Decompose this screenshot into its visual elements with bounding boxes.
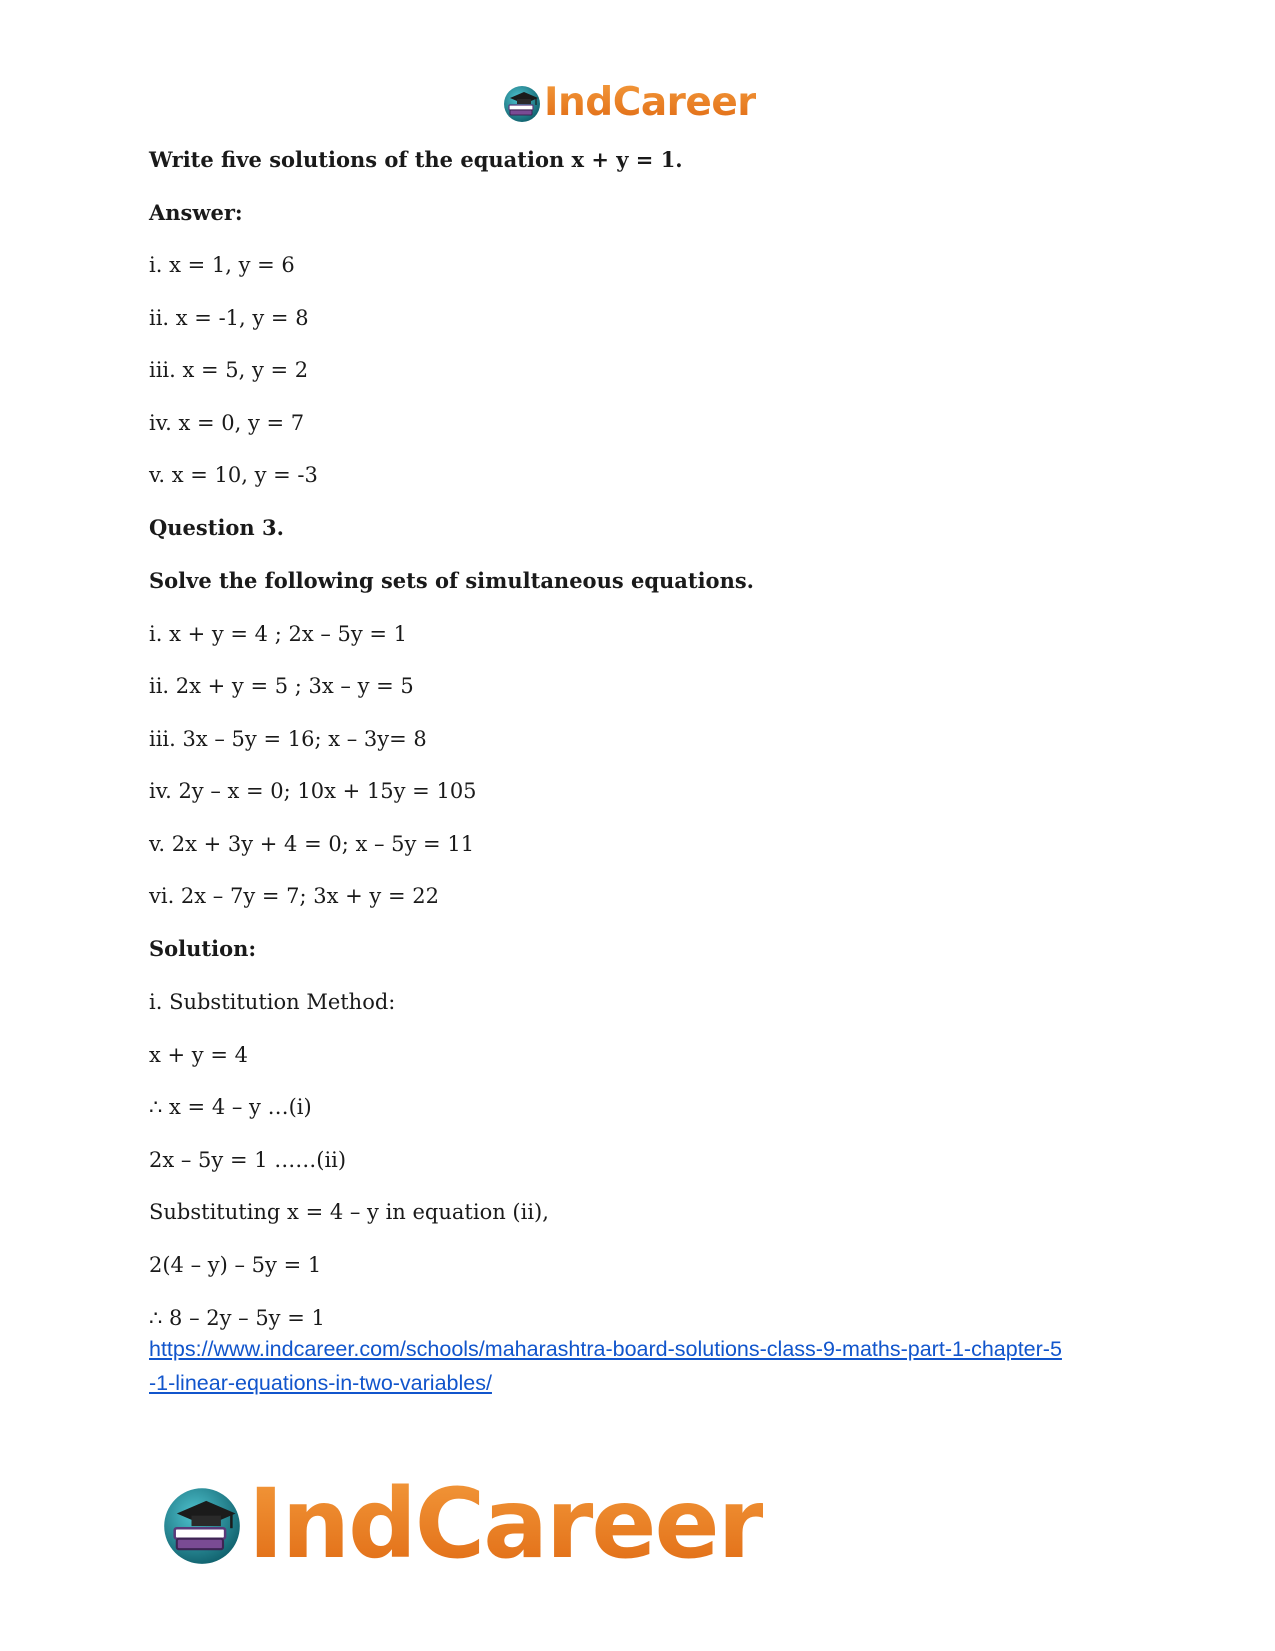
equation-set: i. x + y = 4 ; 2x – 5y = 1 bbox=[149, 622, 408, 646]
answer-item: iv. x = 0, y = 7 bbox=[149, 411, 305, 435]
question-text: Solve the following sets of simultaneous equations. bbox=[149, 568, 754, 593]
equation-set: iii. 3x – 5y = 16; x – 3y= 8 bbox=[149, 727, 427, 751]
answer-item: i. x = 1, y = 6 bbox=[149, 253, 295, 277]
answer-heading: Answer: bbox=[149, 200, 243, 225]
footer-logo bbox=[160, 1468, 763, 1580]
equation-set: iv. 2y – x = 0; 10x + 15y = 105 bbox=[149, 779, 477, 803]
answer-item: ii. x = -1, y = 8 bbox=[149, 306, 309, 330]
solution-heading: Solution: bbox=[149, 936, 257, 961]
solution-step: 2(4 – y) – 5y = 1 bbox=[149, 1253, 322, 1277]
solution-step: 2x – 5y = 1 ……(ii) bbox=[149, 1148, 347, 1172]
question-heading: Write five solutions of the equation x + y = 1. bbox=[149, 147, 683, 172]
source-link-line-2[interactable]: -1-linear-equations-in-two-variables/ bbox=[149, 1371, 492, 1395]
equation-set: ii. 2x + y = 5 ; 3x – y = 5 bbox=[149, 674, 414, 698]
book-graduation-cap-icon bbox=[502, 83, 542, 123]
header-logo bbox=[502, 80, 756, 125]
brand-logotype: IndCareer bbox=[248, 1468, 763, 1580]
equation-set: v. 2x + 3y + 4 = 0; x – 5y = 11 bbox=[149, 832, 475, 856]
solution-step: x + y = 4 bbox=[149, 1043, 248, 1067]
source-link-line-1[interactable]: https://www.indcareer.com/schools/maharashtra-board-solutions-class-9-maths-part-1-chapter-5 bbox=[149, 1337, 1062, 1361]
solution-step: ∴ 8 – 2y – 5y = 1 bbox=[149, 1306, 325, 1330]
book-graduation-cap-icon bbox=[160, 1482, 244, 1566]
answer-item: v. x = 10, y = -3 bbox=[149, 463, 318, 487]
solution-step: ∴ x = 4 – y …(i) bbox=[149, 1095, 312, 1119]
question-number: Question 3. bbox=[149, 515, 284, 540]
equation-set: vi. 2x – 7y = 7; 3x + y = 22 bbox=[149, 884, 439, 908]
answer-item: iii. x = 5, y = 2 bbox=[149, 358, 309, 382]
brand-logotype: IndCareer bbox=[544, 80, 756, 125]
solution-step: Substituting x = 4 – y in equation (ii), bbox=[149, 1200, 549, 1224]
solution-step: i. Substitution Method: bbox=[149, 990, 396, 1014]
